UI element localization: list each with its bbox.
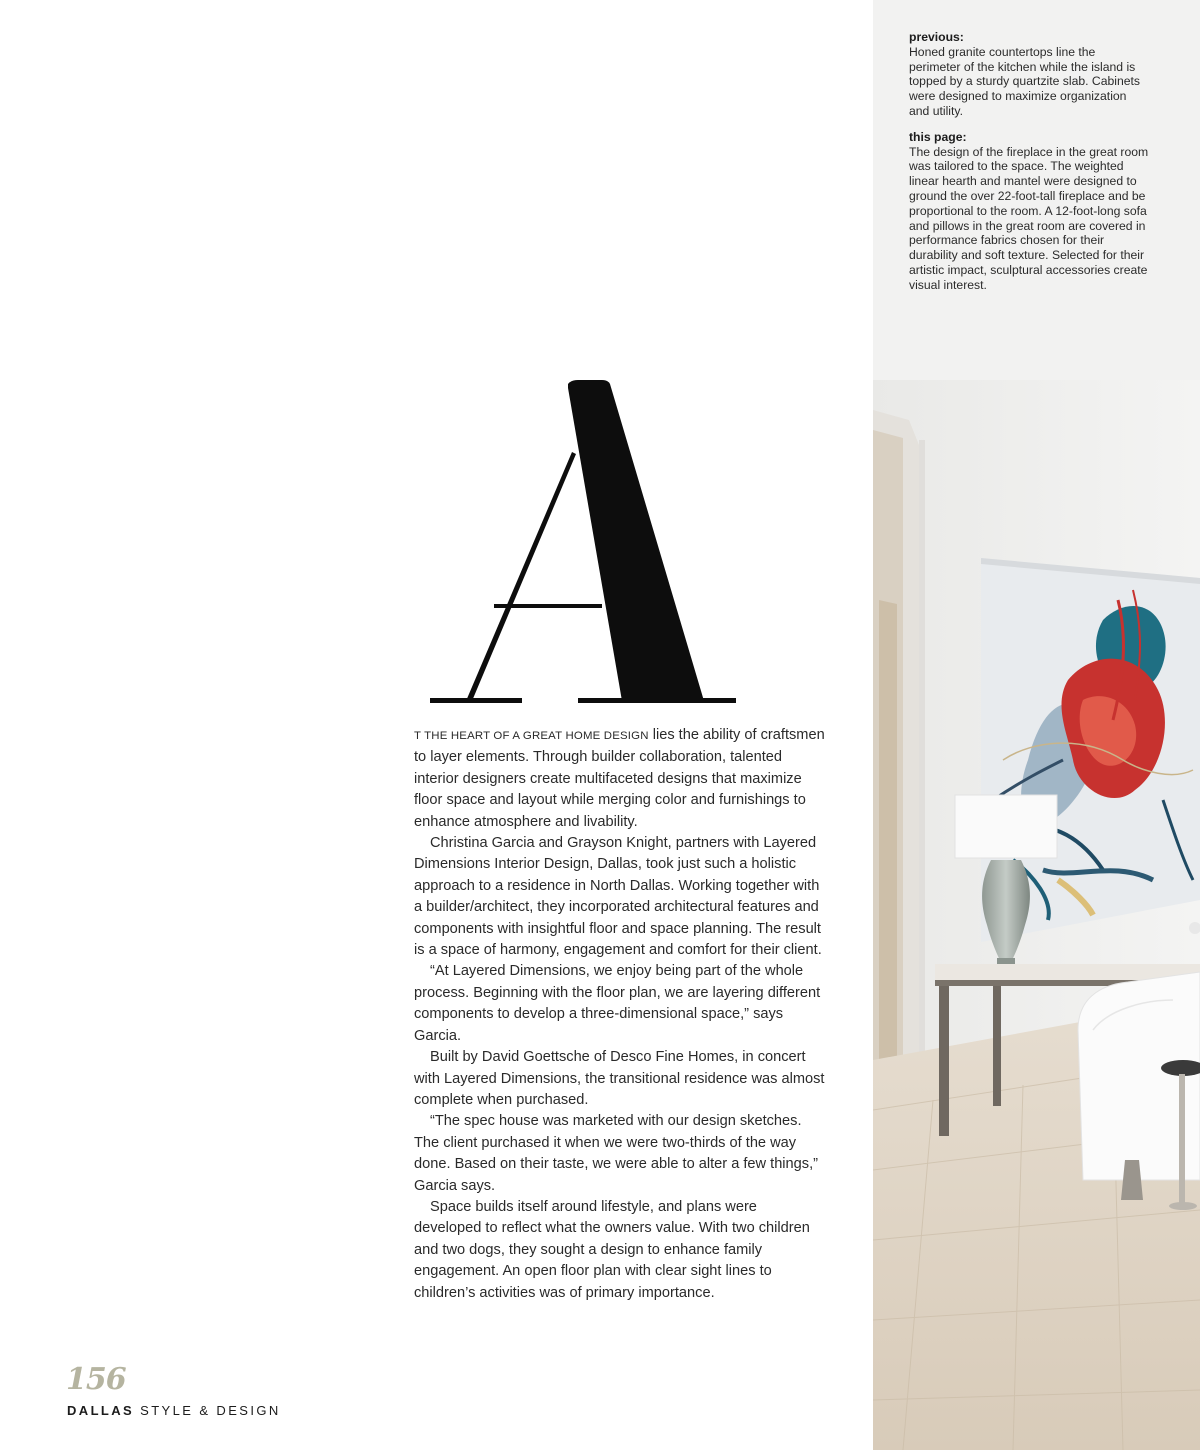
- article-paragraph-1: [414, 725, 826, 833]
- article-paragraph-3: “At Layered Dimensions, we enjoy being part of the whole process. Beginning with the floor plan, we are layering different components to develop a three-dimensional space,” says Garcia.: [414, 963, 821, 1044]
- article-paragraph-6: Space builds itself around lifestyle, and plans were developed to reflect what the owners value. With two children and two dogs, they sought a design to enhance family engagement. An open floor plan with clear sight lines to children’s activities was of primary importance.: [414, 1198, 810, 1301]
- magazine-name-rest: STYLE & DESIGN: [134, 1403, 281, 1418]
- magazine-name: [67, 1403, 281, 1418]
- article-paragraph-5: “The spec house was marketed with our design sketches. The client purchased it when we were two-thirds of the way done. Based on their taste, we were able to alter a few things,” Garcia says.: [414, 1113, 818, 1194]
- caption-previous: [909, 30, 1149, 119]
- caption-this-page: [909, 130, 1149, 293]
- caption-previous-label: previous:: [909, 30, 964, 44]
- article-paragraph-1-text: lies the ability of craftsmen to layer elements. Through builder collaboration, talented interior designers create multifaceted designs that maximize floor space and layout while merging color and furnishings to enhance atmosphere and livability.: [414, 727, 825, 830]
- page-number: 156: [66, 1362, 126, 1397]
- drop-cap-a: [426, 378, 746, 708]
- caption-this-page-text: The design of the fireplace in the great room was tailored to the space. The weighted linear hearth and mantel were designed to ground the over 22-foot-tall fireplace and be proportional to the room. A 12-foot-long sofa and pillows in the great room are covered in performance fabrics chosen for their durability and soft texture. Selected for their artistic impact, sculptural accessories create visual interest.: [909, 144, 1149, 292]
- photo-captions: [909, 30, 1149, 304]
- article-lead-in: T THE HEART OF A GREAT HOME DESIGN: [414, 730, 649, 742]
- magazine-name-strong: DALLAS: [67, 1403, 135, 1418]
- article-paragraph-2: Christina Garcia and Grayson Knight, partners with Layered Dimensions Interior Design, Dallas, took just such a holistic approach to a residence in North Dallas. Working together with a builder/architect, they incorporated architectural features and components with insightful floor and space planning. The result is a space of harmony, engagement and comfort for their client.: [414, 835, 822, 959]
- article-paragraph-4: Built by David Goettsche of Desco Fine Homes, in concert with Layered Dimensions, the transitional residence was almost complete when purchased.: [414, 1049, 825, 1108]
- article-body: [414, 725, 826, 1304]
- caption-previous-text: Honed granite countertops line the perimeter of the kitchen while the island is topped by a sturdy quartzite slab. Cabinets were designed to maximize organization and utility.: [909, 44, 1141, 118]
- caption-this-page-label: this page:: [909, 129, 967, 144]
